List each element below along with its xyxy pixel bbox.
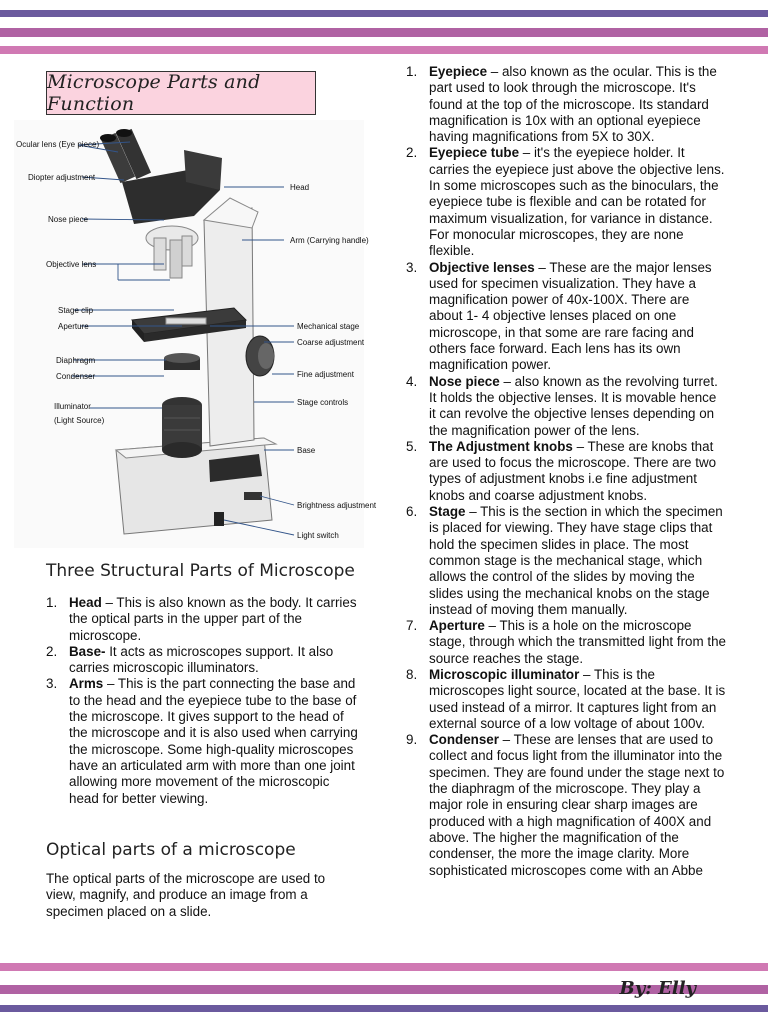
optical-paragraph: The optical parts of the microscope are used to view, magnify, and produce an image from a specimen placed on a slide. xyxy=(46,871,326,919)
label-condenser: Condenser xyxy=(56,372,96,381)
label-light-source: (Light Source) xyxy=(54,416,105,425)
label-brightness-adjustment: Brightness adjustment xyxy=(297,501,377,510)
label-arm: Arm (Carrying handle) xyxy=(290,236,369,245)
list-item: 2. Eyepiece tube – it's the eyepiece holder. It carries the eyepiece just above the objective lens. In some microscopes such as the binoculars, the eyepiece tube is flexible and can be rotated for maximum visualization, for variance in distance. For monocular microscopes, they are none flexible. xyxy=(406,145,725,259)
label-objective-lens: Objective lens xyxy=(46,260,97,269)
top-stripe-2 xyxy=(0,28,768,37)
list-item: 3. Arms – This is the part connecting the base and to the head and the eyepiece tube to the base of the microscope. It gives support to the head of the microscope and it is also used when carrying the microscope. Some high-quality microscopes have an articulated arm with more than one joint allowing more movement of the microscopic head for better viewing. xyxy=(46,676,358,806)
label-aperture: Aperture xyxy=(58,322,89,331)
top-stripe-3 xyxy=(0,46,768,54)
label-light-switch: Light switch xyxy=(297,531,339,540)
list-item: 1. Head – This is also known as the body. It carries the optical parts in the upper part of the microscope. xyxy=(46,595,357,643)
label-fine-adjustment: Fine adjustment xyxy=(297,370,354,379)
label-illuminator: Illuminator xyxy=(54,402,91,411)
list-item: 2. Base- It acts as microscopes support. It also carries microscopic illuminators. xyxy=(46,643,334,676)
title-box xyxy=(46,71,316,115)
label-nose-piece: Nose piece xyxy=(48,215,89,224)
label-base: Base xyxy=(297,446,316,455)
microscope-diagram xyxy=(14,120,377,548)
bottom-stripe-3 xyxy=(0,1005,768,1012)
label-mechanical-stage: Mechanical stage xyxy=(297,322,360,331)
parts-list xyxy=(406,64,726,879)
list-item: 9. Condenser – These are lenses that are used to collect and focus light from the illuminator into the specimen. They are found under the stage next to the diaphragm of the microscope. They play a major role in ensuring clear sharp images are produced with a high magnification of 400X and above. The higher the magnification of the condenser, the more the image clarity. More sophisticated microscopes come with an Abbe xyxy=(406,732,725,878)
list-item: 8. Microscopic illuminator – This is the microscopes light source, located at the base. It is used instead of a mirror. It captures light from an external source of a low voltage of about 100v. xyxy=(406,666,726,731)
structural-list xyxy=(46,595,360,807)
page-title: Microscope Parts and Function xyxy=(47,71,261,115)
top-stripe-1 xyxy=(0,10,768,17)
optical-heading: Optical parts of a microscope xyxy=(46,840,296,860)
structural-heading: Three Structural Parts of Microscope xyxy=(46,561,355,581)
label-head: Head xyxy=(290,183,310,192)
label-stage-controls: Stage controls xyxy=(297,398,349,407)
label-diaphragm: Diaphragm xyxy=(56,356,96,365)
list-item: 3. Objective lenses – These are the major lenses used for specimen visualization. They have a magnification power of 40x-100X. There are about 1- 4 objective lenses placed on one microscope, in that some are rare facing and others face forward. Each lens has its own magnification power. xyxy=(406,259,712,373)
author-signature: By: Elly xyxy=(619,978,696,999)
list-item: 7. Aperture – This is a hole on the microscope stage, through which the transmitted light from the source reaches the stage. xyxy=(406,618,726,666)
bottom-stripe-1 xyxy=(0,963,768,971)
list-item: 1. Eyepiece – also known as the ocular. This is the part used to look through the microscope. It's found at the top of the microscope. Its standard magnification is 10x with an optional eyepiece having magnifications from 5X to 30X. xyxy=(406,64,717,145)
label-diopter-adjustment: Diopter adjustment xyxy=(28,173,96,182)
label-coarse-adjustment: Coarse adjustment xyxy=(297,338,365,347)
label-ocular-lens: Ocular lens (Eye piece) xyxy=(16,140,100,149)
list-item: 6. Stage – This is the section in which the specimen is placed for viewing. They have stage clips that hold the specimen slides in place. The most common stage is the mechanical stage, which allows the control of the slides by moving the slides using the mechanical knobs on the stage instead of moving them manually. xyxy=(406,504,723,617)
label-stage-clip: Stage clip xyxy=(58,306,94,315)
list-item: 4. Nose piece – also known as the revolving turret. It holds the objective lenses. It is movable hence it can revolve the objective lenses depending on the magnification power of the lens. xyxy=(406,373,718,438)
list-item: 5. The Adjustment knobs – These are knobs that are used to focus the microscope. There are two types of adjustment knobs i.e fine adjustment knobs and coarse adjustment knobs. xyxy=(406,438,717,503)
